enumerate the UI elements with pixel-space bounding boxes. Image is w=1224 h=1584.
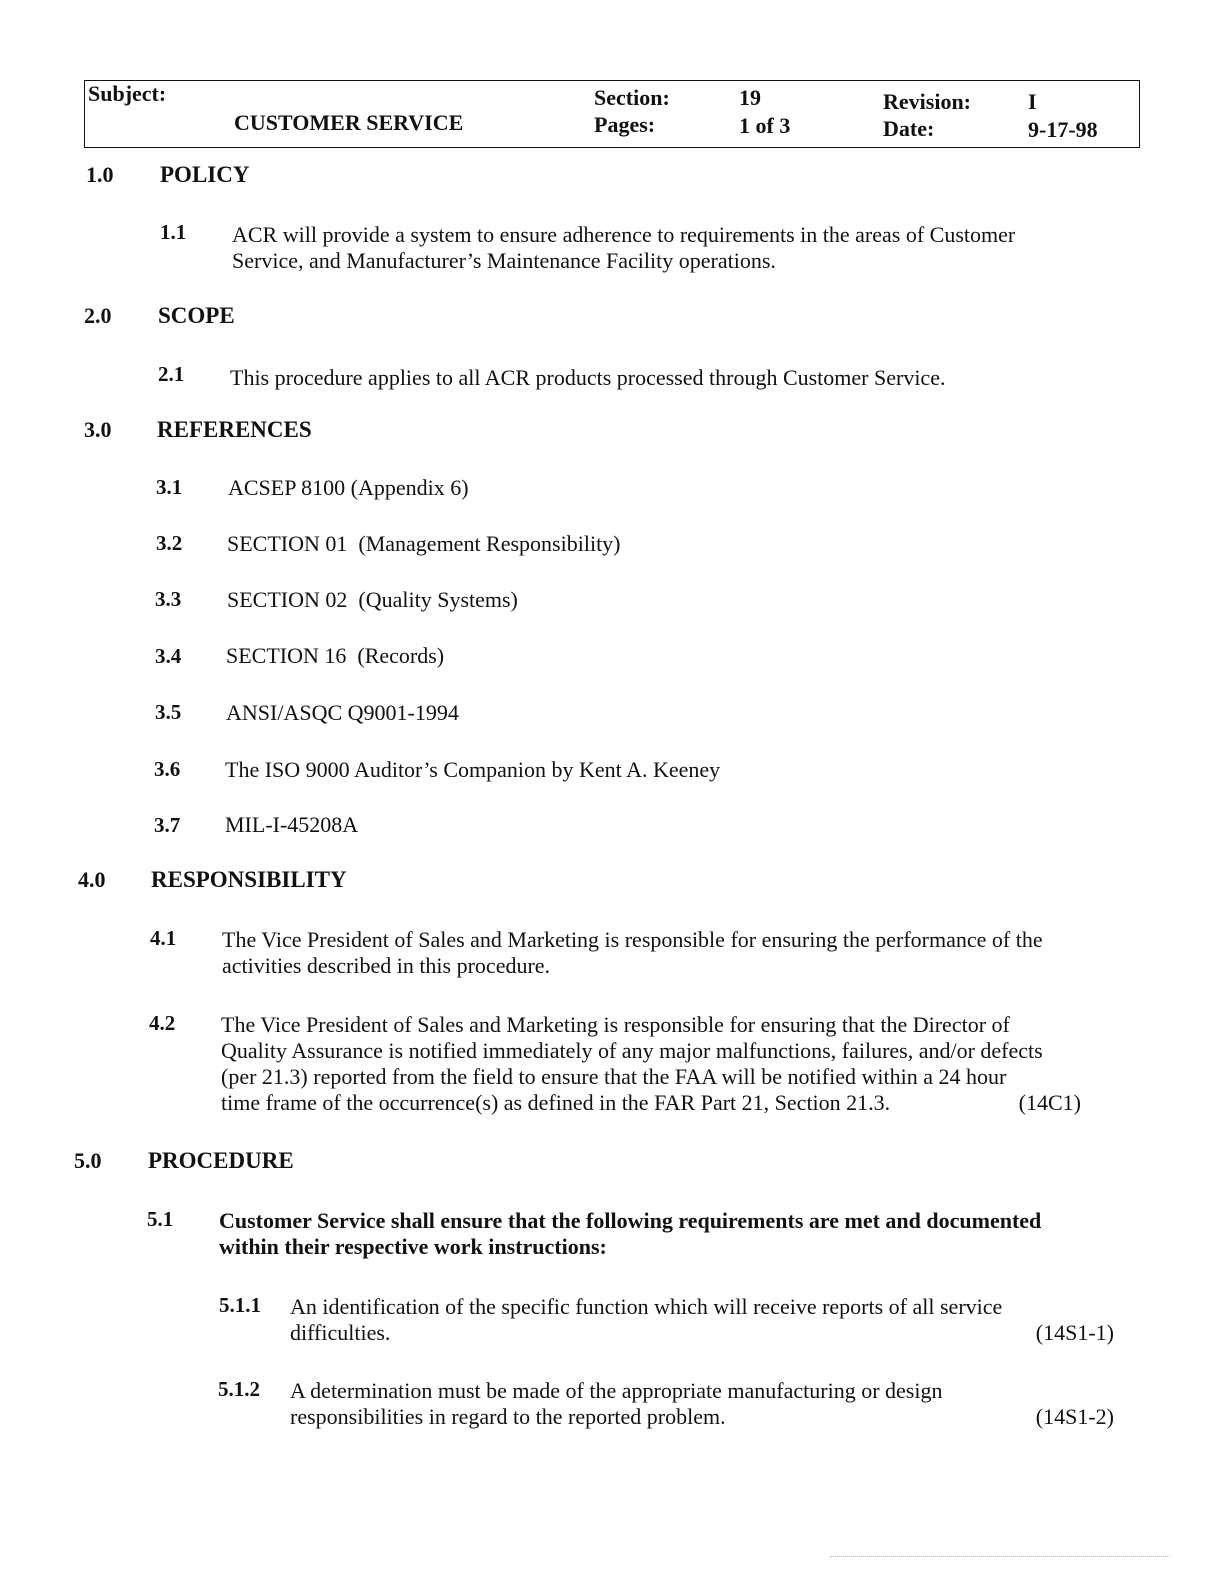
item-number-5-1-2: 5.1.2 — [218, 1377, 260, 1401]
reference-3-4: SECTION 16 (Records) — [226, 643, 445, 668]
item-number-3-3: 3.3 — [155, 587, 182, 611]
item-line-text: time frame of the occurrence(s) as defined in the FAR Part 21, Section 21.3. — [221, 1090, 891, 1115]
item-text-5-1 — [219, 1208, 1129, 1260]
item-line — [290, 1320, 1114, 1346]
revision-value: I — [1028, 89, 1037, 114]
pages-label: Pages: — [594, 112, 656, 137]
reference-3-2: SECTION 01 (Management Responsibility) — [227, 531, 621, 556]
item-number-5-1: 5.1 — [147, 1207, 174, 1231]
item-number-1-1: 1.1 — [160, 220, 187, 244]
item-number-5-1-1: 5.1.1 — [219, 1293, 261, 1317]
item-line: within their respective work instructions: — [219, 1234, 607, 1259]
item-line-text: responsibilities in regard to the reported problem. — [290, 1404, 726, 1429]
item-text-2-1 — [230, 365, 1090, 391]
reference-3-3: SECTION 02 (Quality Systems) — [227, 587, 518, 612]
reference-3-7: MIL-I-45208A — [225, 812, 359, 837]
section-title-references: REFERENCES — [157, 417, 312, 442]
item-line: An identification of the specific function which will receive reports of all service — [290, 1294, 1003, 1319]
item-line-text: difficulties. — [290, 1320, 391, 1345]
item-line: A determination must be made of the appropriate manufacturing or design — [290, 1378, 943, 1403]
item-line: Service, and Manufacturer’s Maintenance Facility operations. — [232, 248, 776, 273]
section-label: Section: — [594, 85, 670, 110]
item-number-4-2: 4.2 — [149, 1011, 176, 1035]
item-number-3-1: 3.1 — [156, 475, 183, 499]
date-value: 9-17-98 — [1028, 117, 1098, 142]
item-line — [221, 1090, 1081, 1116]
item-number-3-7: 3.7 — [154, 813, 181, 837]
revision-label: Revision: — [883, 89, 971, 114]
date-label: Date: — [883, 116, 935, 141]
item-number-3-5: 3.5 — [155, 700, 182, 724]
scan-artifact — [830, 1556, 1170, 1557]
item-line: (per 21.3) reported from the field to ensure that the FAA will be notified within a 24 hour — [221, 1064, 1007, 1089]
item-number-3-6: 3.6 — [154, 757, 181, 781]
item-line: The Vice President of Sales and Marketing is responsible for ensuring the performance of the — [222, 927, 1043, 952]
subject-value: CUSTOMER SERVICE — [234, 110, 464, 135]
item-line: ACR will provide a system to ensure adherence to requirements in the areas of Customer — [232, 222, 1016, 247]
reference-3-1: ACSEP 8100 (Appendix 6) — [228, 475, 469, 500]
reference-3-5: ANSI/ASQC Q9001-1994 — [226, 700, 459, 725]
subject-label: Subject: — [88, 81, 167, 106]
item-line: Quality Assurance is notified immediately of any major malfunctions, failures, and/or defects — [221, 1038, 1043, 1063]
section-number-scope: 2.0 — [84, 303, 112, 328]
section-title-procedure: PROCEDURE — [148, 1148, 294, 1173]
section-title-responsibility: RESPONSIBILITY — [151, 867, 347, 892]
item-line: activities described in this procedure. — [222, 953, 551, 978]
reference-code: (14S1-1) — [1035, 1320, 1114, 1345]
item-text-5-1-1 — [290, 1294, 1114, 1346]
item-line: This procedure applies to all ACR products processed through Customer Service. — [230, 365, 946, 390]
item-text-1-1 — [232, 222, 1092, 274]
item-text-5-1-2 — [290, 1378, 1114, 1430]
item-text-4-1 — [222, 927, 1122, 979]
item-number-2-1: 2.1 — [158, 362, 185, 386]
item-number-3-4: 3.4 — [155, 644, 182, 668]
pages-value: 1 of 3 — [739, 113, 791, 138]
item-line: Customer Service shall ensure that the following requirements are met and documented — [219, 1208, 1042, 1233]
section-title-scope: SCOPE — [158, 303, 235, 328]
section-title-policy: POLICY — [160, 162, 250, 187]
section-number-policy: 1.0 — [86, 162, 114, 187]
section-number-responsibility: 4.0 — [78, 867, 106, 892]
section-number-procedure: 5.0 — [74, 1148, 102, 1173]
item-number-4-1: 4.1 — [150, 926, 177, 950]
item-line — [290, 1404, 1114, 1430]
item-number-3-2: 3.2 — [156, 531, 183, 555]
item-line: The Vice President of Sales and Marketing is responsible for ensuring that the Director of — [221, 1012, 1010, 1037]
reference-code: (14S1-2) — [1035, 1404, 1114, 1429]
reference-code: (14C1) — [1018, 1090, 1081, 1115]
section-value: 19 — [739, 85, 761, 110]
section-number-references: 3.0 — [84, 417, 112, 442]
reference-3-6: The ISO 9000 Auditor’s Companion by Kent A. Keeney — [225, 757, 721, 782]
item-text-4-2 — [221, 1012, 1081, 1116]
